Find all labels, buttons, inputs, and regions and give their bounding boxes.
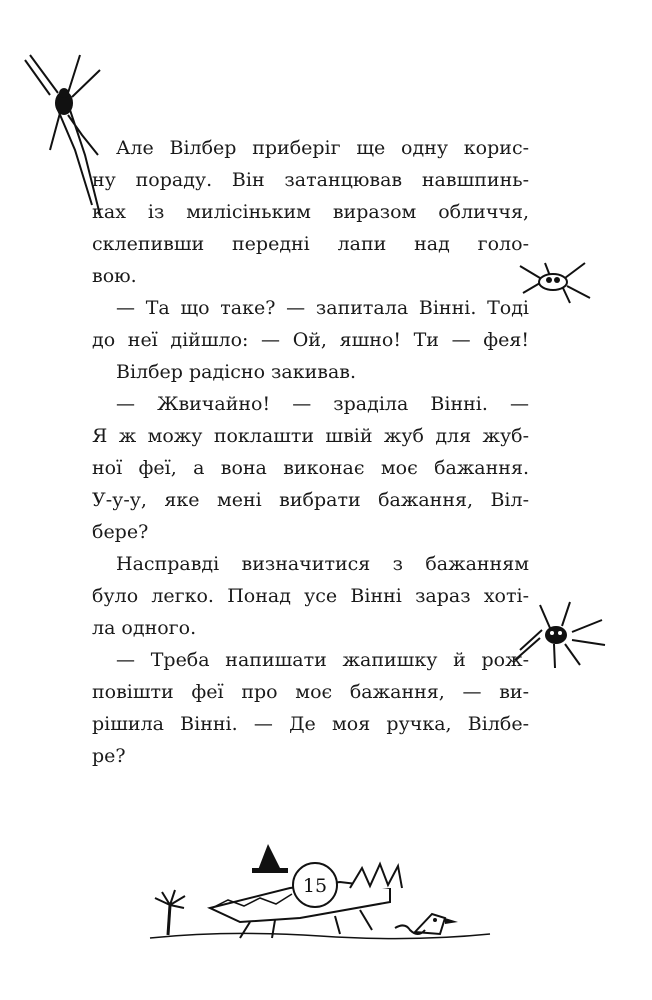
- text-line: було легко. Понад усе Вінні зараз хоті-: [92, 585, 529, 607]
- text-line: Вілбер радісно закивав.: [116, 361, 357, 383]
- text-line: — Жвичайно! — зраділа Вінні. —: [116, 393, 529, 415]
- text-line: до неї дійшло: — Ой, яшно! Ти — фея!: [92, 329, 529, 351]
- text-line: ках із милісіньким виразом обличчя,: [92, 201, 529, 223]
- footer-illustration: [140, 830, 500, 950]
- text-line: — Та що таке? — запитала Вінні. Тоді: [116, 297, 529, 319]
- text-line: ної феї, а вона виконає моє бажання.: [92, 457, 529, 479]
- text-line: — Треба напишати жапишку й рож-: [116, 649, 529, 671]
- text-line: Я ж можу поклашти швій жуб для жуб-: [92, 425, 529, 447]
- page-number: 15: [302, 875, 328, 897]
- text-line: Насправді визначитися з бажанням: [116, 553, 529, 575]
- text-line: Але Вілбер приберіг ще одну корис-: [116, 137, 529, 159]
- text-line: У-у-у, яке мені вибрати бажання, Віл-: [92, 489, 529, 511]
- text-line: ре?: [92, 745, 126, 767]
- text-line: склепивши передні лапи над голо-: [92, 233, 529, 255]
- text-line: бере?: [92, 521, 149, 543]
- text-line: вою.: [92, 265, 137, 287]
- text-line: рішила Вінні. — Де моя ручка, Вілбе-: [92, 713, 529, 735]
- text-line: ну пораду. Він затанцював навшпинь-: [92, 169, 529, 191]
- text-line: повішти феї про моє бажання, — ви-: [92, 681, 529, 703]
- text-line: ла одного.: [92, 617, 197, 639]
- body-text: [92, 132, 529, 772]
